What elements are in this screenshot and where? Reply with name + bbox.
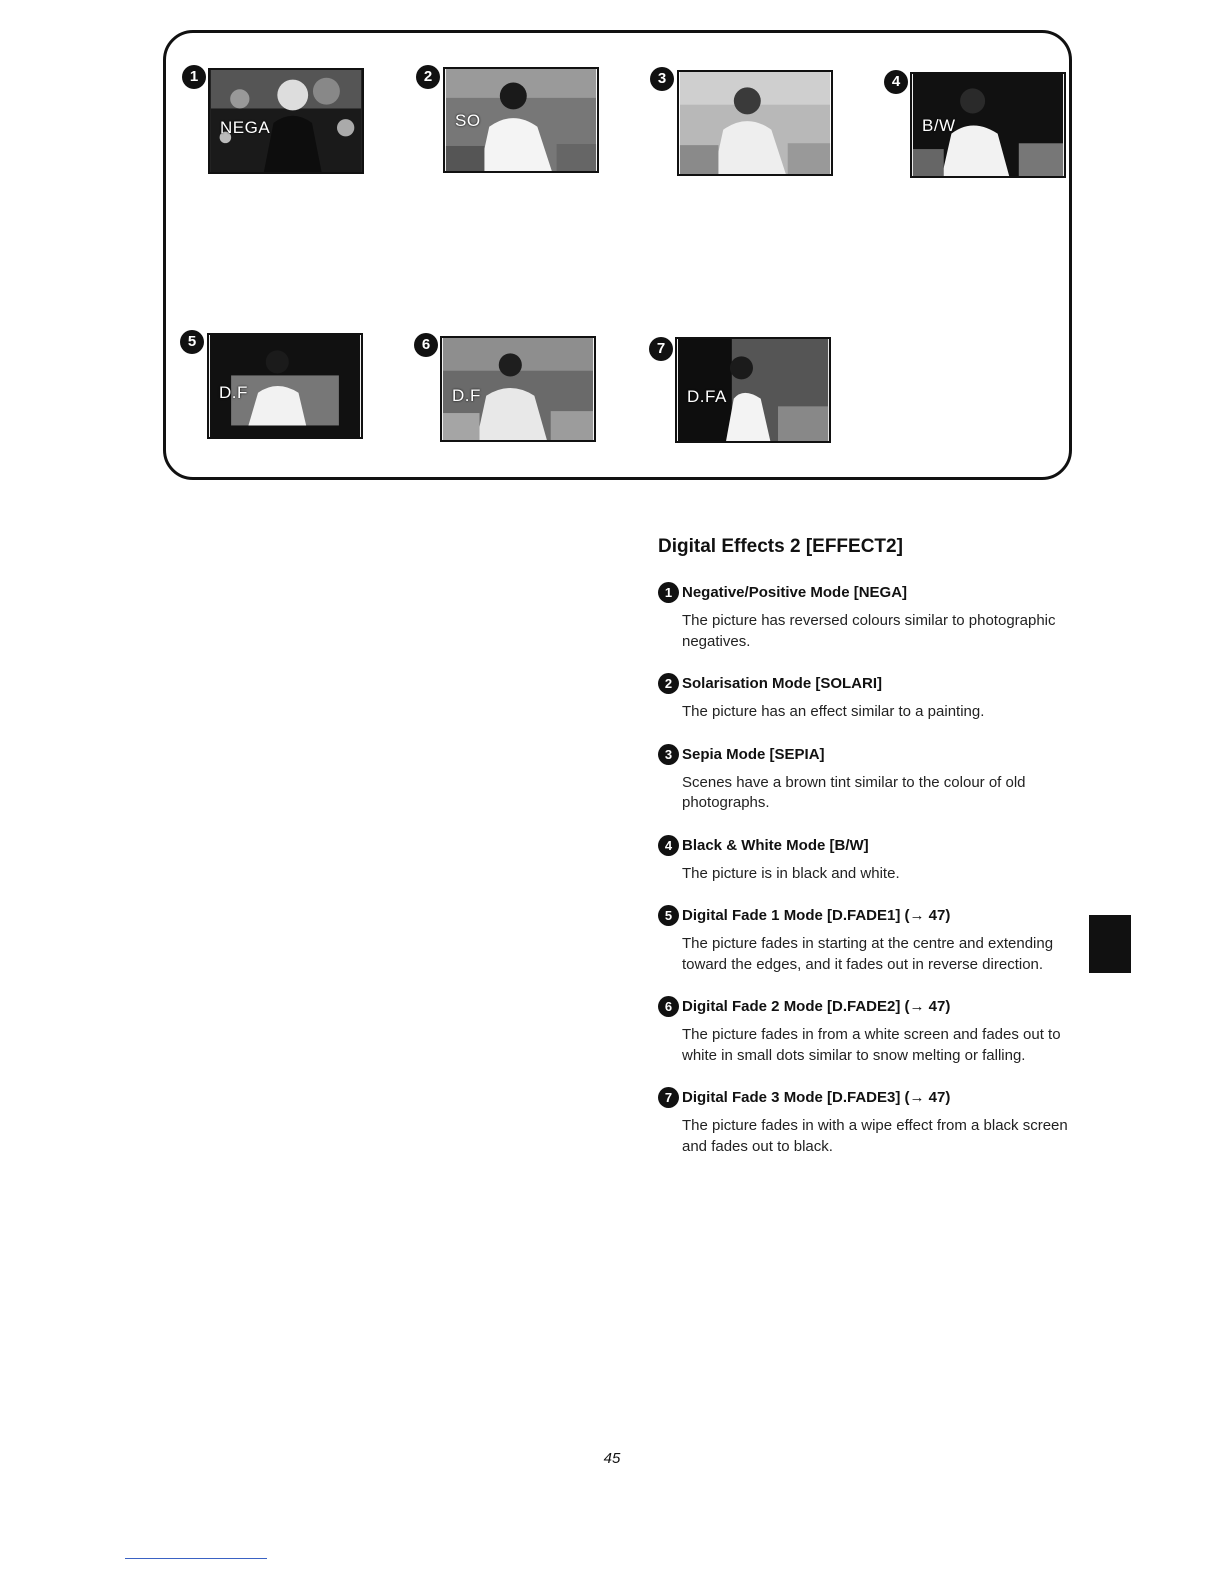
illustration-number-5: 5 <box>180 330 204 354</box>
effect-item-sepia <box>658 744 1078 814</box>
illustration-dfade2 <box>440 336 596 442</box>
illustration-number-6: 6 <box>414 333 438 357</box>
item-number-6: 6 <box>658 996 679 1017</box>
thumb-label-solari: SO <box>455 111 481 130</box>
item-title: Sepia Mode [SEPIA] <box>682 745 825 763</box>
item-description: The picture fades in from a white screen and fades out to white in small dots similar to snow melting or falling. <box>682 1026 1061 1064</box>
item-description: Scenes have a brown tint similar to the colour of old photographs. <box>682 773 1026 811</box>
effects-section <box>658 536 1078 1178</box>
item-number-1: 1 <box>658 582 679 603</box>
illustration-number-4: 4 <box>884 70 908 94</box>
item-title: Digital Fade 1 Mode [D.FADE1] (→ 47) <box>682 907 951 924</box>
illustration-solari <box>443 67 599 173</box>
chapter-side-tab <box>1089 915 1131 973</box>
effect-item-dfade3 <box>658 1087 1078 1157</box>
item-title: Negative/Positive Mode [NEGA] <box>682 584 908 601</box>
item-number-3: 3 <box>658 744 679 765</box>
item-title: Black & White Mode [B/W] <box>682 836 869 854</box>
item-description: The picture fades in starting at the centre and extending toward the edges, and it fades out in reverse direction. <box>682 935 1054 973</box>
item-number-2: 2 <box>658 673 679 694</box>
illustration-number-7: 7 <box>649 337 673 361</box>
illustration-sepia <box>677 70 833 176</box>
item-description: The picture fades in with a wipe effect from a black screen and fades out to black. <box>682 1117 1068 1155</box>
item-title: Solarisation Mode [SOLARI] <box>682 675 883 692</box>
thumb-label-dfade3: D.FA <box>687 387 727 406</box>
illustration-number-2: 2 <box>416 65 440 89</box>
sepia-picture <box>679 72 831 174</box>
illustration-dfade3 <box>675 337 831 443</box>
thumb-label-dfade2: D.F <box>452 386 481 405</box>
item-description: The picture has reversed colours similar to photographic negatives. <box>682 612 1056 650</box>
effect-item-dfade1 <box>658 905 1078 975</box>
illustration-nega <box>208 68 364 174</box>
illustration-number-3: 3 <box>650 67 674 91</box>
effect-item-solari <box>658 673 1078 723</box>
thumb-label-dfade1: D.F <box>219 383 248 402</box>
item-number-4: 4 <box>658 835 679 856</box>
item-title: Digital Fade 2 Mode [D.FADE2] (→ 47) <box>682 998 951 1015</box>
illustration-dfade1 <box>207 333 363 439</box>
item-number-5: 5 <box>658 905 679 926</box>
item-description: The picture has an effect similar to a painting. <box>682 703 985 720</box>
effect-item-bw <box>658 835 1078 885</box>
item-number-7: 7 <box>658 1087 679 1108</box>
item-description: The picture is in black and white. <box>682 864 900 882</box>
page-number: 45 <box>603 1450 621 1467</box>
item-title: Digital Fade 3 Mode [D.FADE3] (→ 47) <box>682 1089 951 1106</box>
effect-item-nega <box>658 582 1078 652</box>
section-title: Digital Effects 2 [EFFECT2] <box>658 536 903 557</box>
thumb-label-nega: NEGA <box>220 118 271 137</box>
illustration-number-1: 1 <box>182 65 206 89</box>
thumb-label-bw: B/W <box>922 116 956 135</box>
bottom-rule <box>125 1558 267 1559</box>
effect-item-dfade2 <box>658 996 1078 1066</box>
illustration-bw <box>910 72 1066 178</box>
